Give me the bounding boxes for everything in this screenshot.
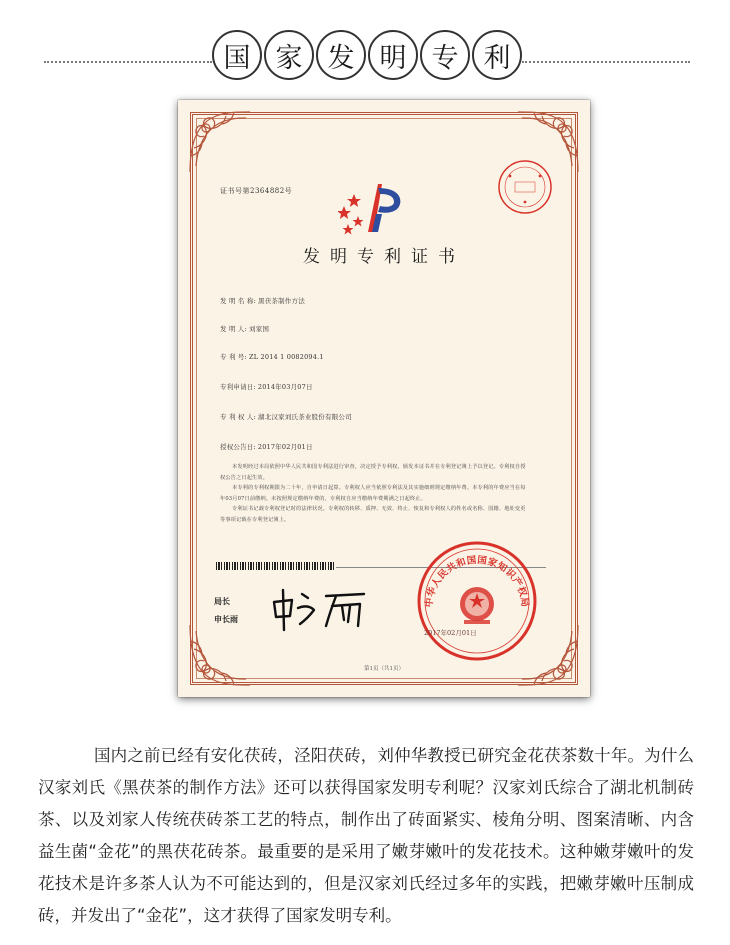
seal-text: 中华人民共和国国家知识产权局 [423,554,531,608]
field-inventor [220,324,269,333]
title-char: 利 [472,30,522,80]
title-char: 发 [316,30,366,80]
title-char: 专 [420,30,470,80]
patent-certificate-image [178,100,590,697]
header-divider-right [522,61,690,63]
corner-ornament-icon [186,108,254,176]
handwritten-signature [268,584,378,634]
signatory-name: 申长雨 [214,615,238,624]
field-label: 授权公告日: [220,443,256,451]
page-number: 第1页（共1页） [364,666,404,672]
patent-stamp-icon [496,158,554,216]
corner-ornament-icon [186,621,254,689]
title-char: 家 [264,30,314,80]
field-label: 专利申请日: [220,383,256,391]
body-paragraph: 本专利的专利权期限为二十年，自申请日起算。专利权人应当依照专利法及其实施细则规定缴纳年费。本专利的年费应当在每年03月07日前缴纳。未按照规定缴纳年费的，专利权自应当缴纳年费期满之日起终止。 [220,485,526,502]
field-patent-number [220,352,324,361]
body-paragraph: 本发明经过本局依照中华人民共和国专利法进行审查，决定授予专利权，颁发本证书并在专利登记簿上予以登记。专利权自授权公告之日起生效。 [220,464,526,481]
field-label: 发 明 人: [220,325,248,333]
barcode [216,562,336,570]
field-value: 刘家国 [249,325,270,333]
signatory-title: 局长 [214,597,230,606]
national-ip-seal-icon [414,538,540,664]
title-char: 国 [212,30,262,80]
field-value: 2017年02月01日 [257,443,313,451]
field-value: ZL 2014 1 0082094.1 [249,353,324,361]
field-grant-date [220,442,313,451]
field-value: 湖北汉家刘氏茶业股份有限公司 [258,413,352,421]
section-title [212,30,522,80]
seal-date: 2017年02月01日 [424,629,477,637]
certificate-number: 证书号第2364882号 [220,187,293,195]
field-invention-name [220,296,305,305]
field-patentee [220,412,352,421]
field-label: 专 利 权 人: [220,413,256,421]
certificate-body-text [220,462,530,526]
section-header [0,30,730,90]
body-paragraph: 专利证书记载专利权登记时的法律状况。专利权的转移、质押、无效、终止、恢复和专利权人的姓名或名称、国籍、地址变更等事项记载在专利登记簿上。 [220,506,526,523]
field-label: 专 利 号: [220,353,248,361]
description-paragraph: 国内之前已经有安化茯砖，泾阳茯砖，刘仲华教授已研究金花茯茶数十年。为什么汉家刘氏《黑茯茶的制作方法》还可以获得国家发明专利呢？汉家刘氏综合了湖北机制砖茶、以及刘家人传统茯砖茶工艺的特点，制作出了砖面紧实、棱角分明、图案清晰、内含益生菌“金花”的黑茯花砖茶。最重要的是采用了嫩芽嫩叶的发花技术。这种嫩芽嫩叶的发花技术是许多茶人认为不可能达到的，但是汉家刘氏经过多年的实践，把嫩芽嫩叶压制成砖，并发出了“金花”，这才获得了国家发明专利。 [38,746,694,925]
field-application-date [220,382,313,391]
field-value: 黑茯茶制作方法 [258,297,305,305]
title-char: 明 [368,30,418,80]
patent-office-logo-icon [338,180,410,236]
certificate-title: 发明专利证书 [303,247,465,267]
header-divider-left [44,61,212,63]
field-value: 2014年03月07日 [257,383,313,391]
field-label: 发 明 名 称: [220,297,256,305]
